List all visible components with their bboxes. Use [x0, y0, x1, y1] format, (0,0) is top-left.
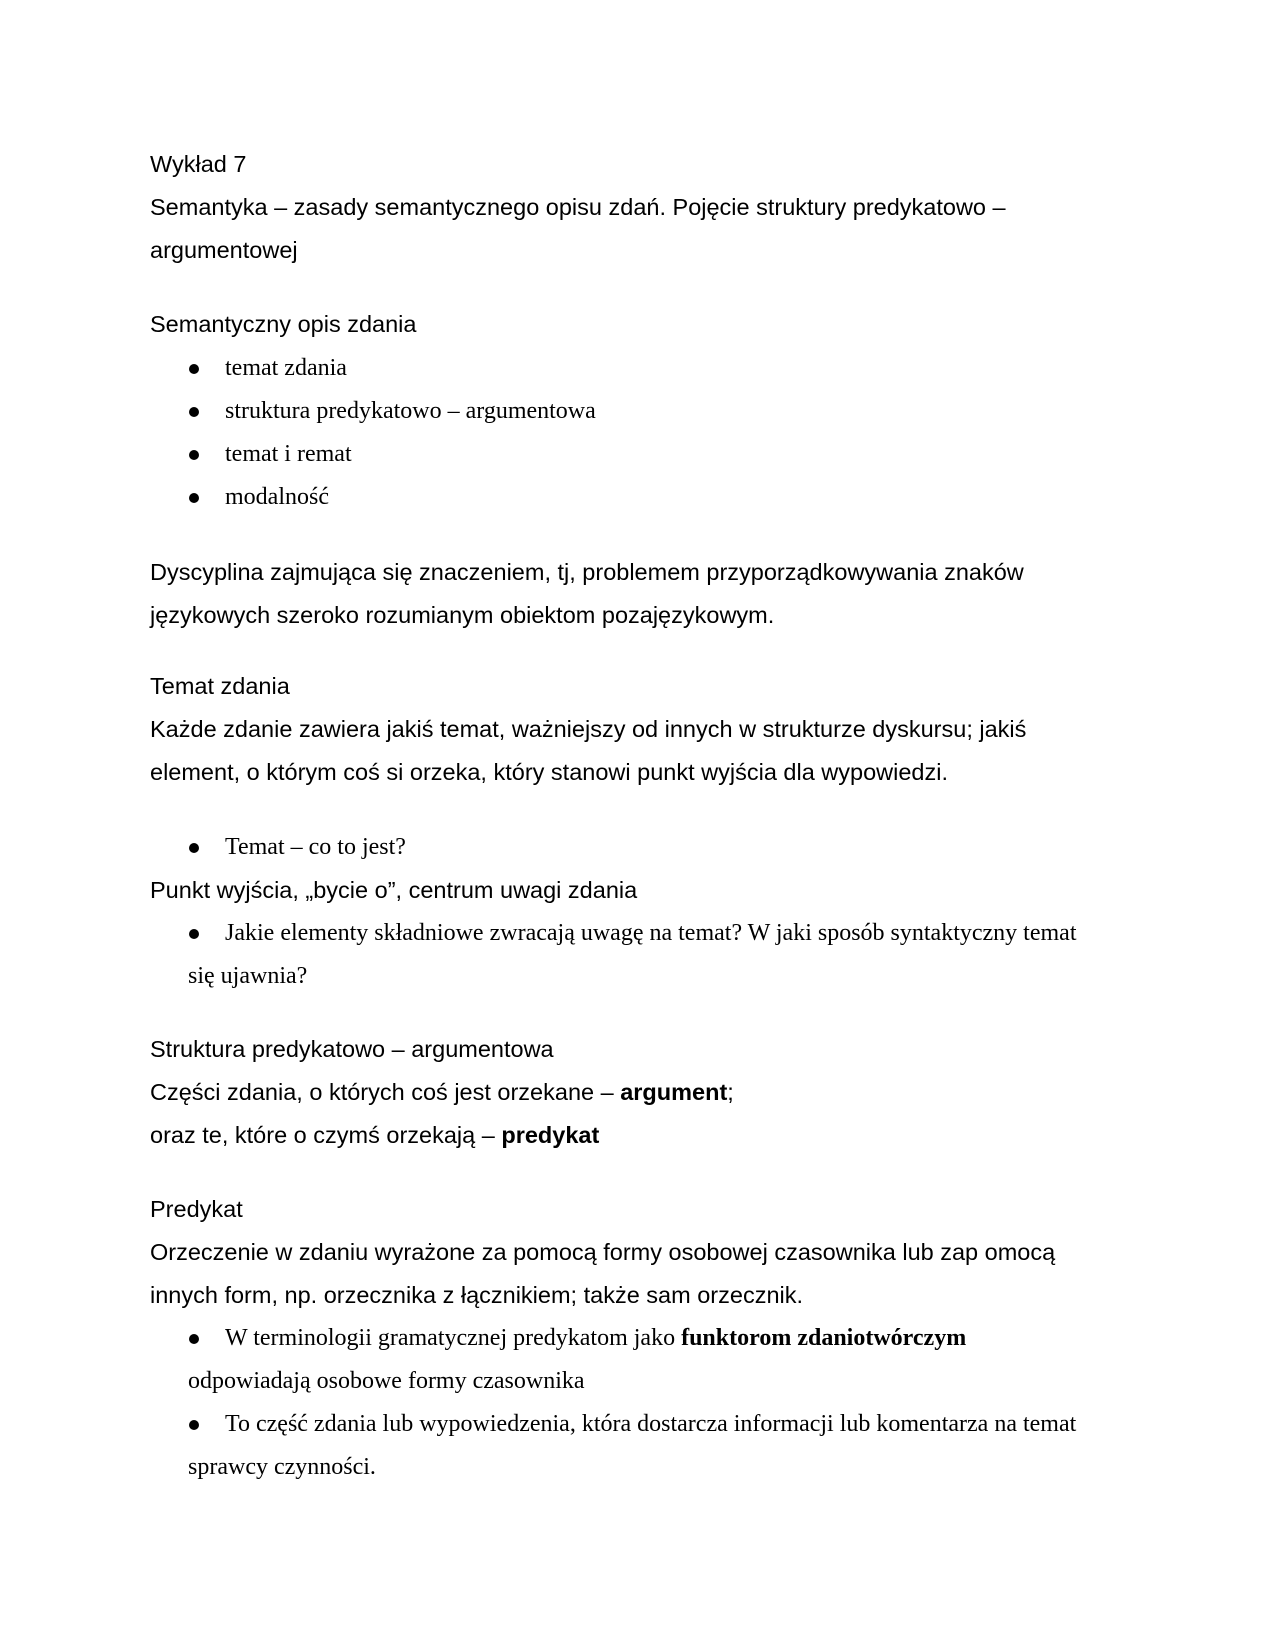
lecture-number: Wykład 7: [150, 151, 247, 177]
title-line-2: argumentowej: [150, 237, 298, 263]
predykat-line-1: Orzeczenie w zdaniu wyrażone za pomocą formy osobowej czasownika lub zap omocą: [150, 1239, 1056, 1265]
list-item: temat zdania: [225, 355, 347, 381]
term-argument: argument: [620, 1079, 728, 1105]
list-item: Jakie elementy składniowe zwracają uwagę na temat? W jaki sposób syntaktyczny temat: [225, 920, 1077, 946]
struktura-line-1: [150, 1071, 734, 1114]
bullet-icon: [189, 843, 199, 853]
bullet-icon: [189, 493, 199, 503]
bullet-icon: [189, 407, 199, 417]
list-item-continuation: sprawcy czynności.: [188, 1454, 376, 1480]
section-heading-struktura: Struktura predykatowo – argumentowa: [150, 1036, 554, 1062]
struktura-line-1-suffix: ;: [727, 1079, 734, 1105]
definition-line-1: Dyscyplina zajmująca się znaczeniem, tj, problemem przyporządkowywania znaków: [150, 559, 1024, 585]
list-item-continuation: się ujawnia?: [188, 963, 308, 989]
temat-line-2: element, o którym coś si orzeka, który stanowi punkt wyjścia dla wypowiedzi.: [150, 759, 949, 785]
section-heading-opis: Semantyczny opis zdania: [150, 311, 417, 337]
term-predykat: predykat: [501, 1122, 600, 1148]
list-item: [225, 1317, 966, 1360]
section-heading-predykat: Predykat: [150, 1196, 243, 1222]
section-heading-temat: Temat zdania: [150, 673, 290, 699]
list-item: Temat – co to jest?: [225, 834, 406, 860]
list-item: temat i remat: [225, 441, 352, 467]
list-item: struktura predykatowo – argumentowa: [225, 398, 596, 424]
predykat-line-2: innych form, np. orzecznika z łącznikiem; także sam orzecznik.: [150, 1282, 804, 1308]
list-item: To część zdania lub wypowiedzenia, która dostarcza informacji lub komentarza na temat: [225, 1411, 1077, 1437]
bullet-icon: [189, 364, 199, 374]
bullet-icon: [189, 929, 199, 939]
list-item-continuation: odpowiadają osobowe formy czasownika: [188, 1368, 585, 1394]
list-item: modalność: [225, 484, 329, 510]
struktura-line-2-text: oraz te, które o czymś orzekają –: [150, 1122, 502, 1148]
bullet-icon: [189, 450, 199, 460]
bullet-icon: [189, 1420, 199, 1430]
title-line-1: Semantyka – zasady semantycznego opisu zdań. Pojęcie struktury predykatowo –: [150, 194, 1006, 220]
struktura-line-1-text: Części zdania, o których coś jest orzekane –: [150, 1079, 621, 1105]
definition-line-2: językowych szeroko rozumianym obiektom pozajęzykowym.: [150, 602, 775, 628]
temat-line-3: Punkt wyjścia, „bycie o”, centrum uwagi zdania: [150, 877, 638, 903]
list-item-text: W terminologii gramatycznej predykatom jako: [225, 1325, 682, 1351]
bullet-icon: [189, 1334, 199, 1344]
struktura-line-2: [150, 1114, 599, 1157]
term-funktorom: funktorom zdaniotwórczym: [681, 1325, 967, 1351]
temat-line-1: Każde zdanie zawiera jakiś temat, ważniejszy od innych w strukturze dyskursu; jakiś: [150, 716, 1027, 742]
